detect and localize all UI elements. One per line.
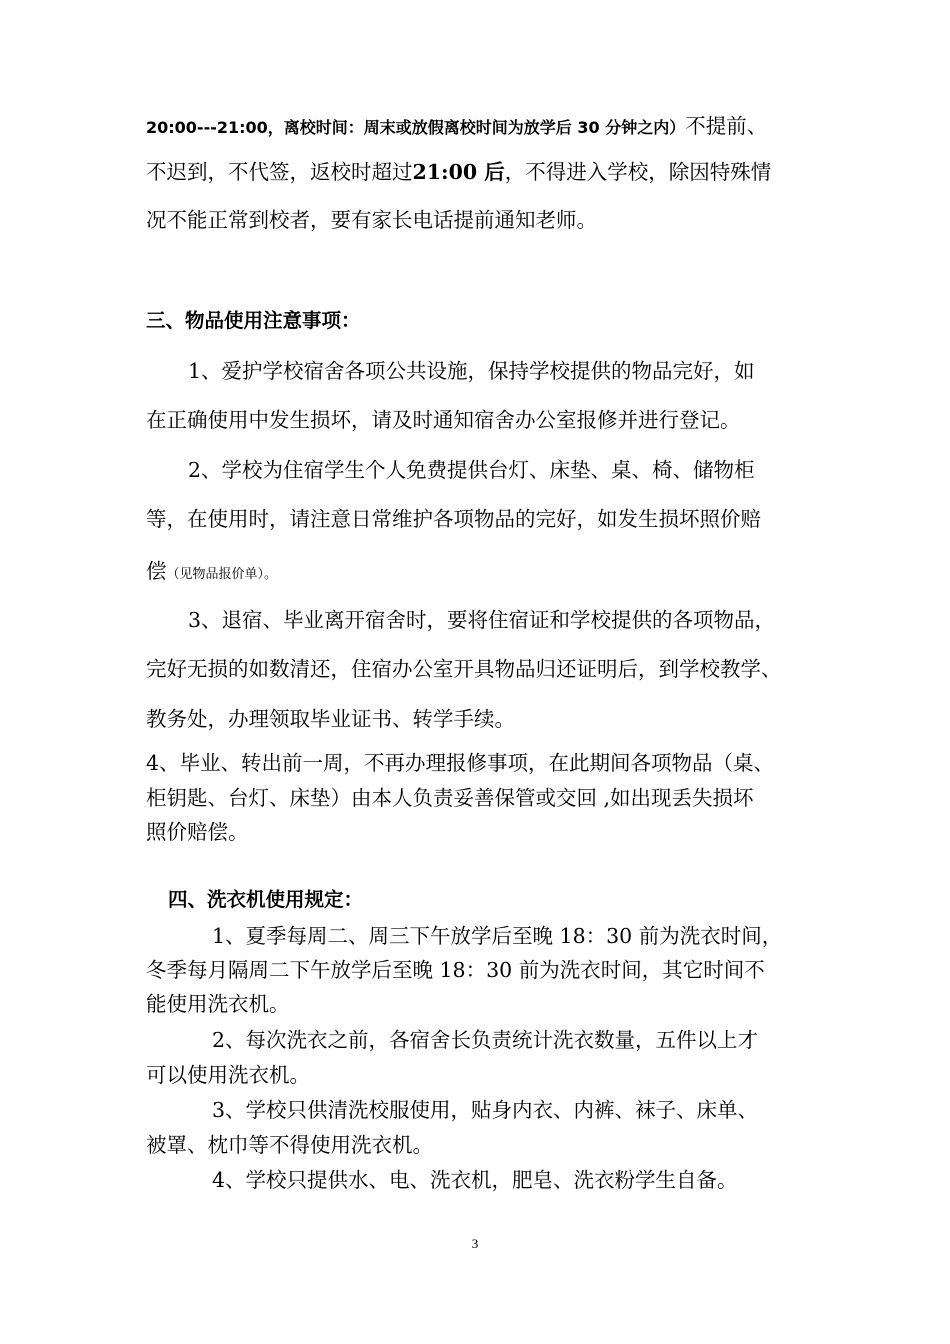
paragraph-line: 柜钥匙、台灯、床垫）由本人负责妥善保管或交回 ,如出现丢失损坏 xyxy=(146,786,754,810)
paragraph-line: 3、退宿、毕业离开宿舍时，要将住宿证和学校提供的各项物品， xyxy=(188,608,776,632)
paragraph-line: 2、每次洗衣之前，各宿舍长负责统计洗衣数量，五件以上才 xyxy=(212,1028,759,1052)
paragraph-line: 教务处，办理领取毕业证书、转学手续。 xyxy=(146,707,515,731)
paragraph-line: 2、学校为住宿学生个人免费提供台灯、床垫、桌、椅、储物柜 xyxy=(188,458,755,482)
paragraph-line xyxy=(146,112,767,142)
paragraph-line: 况不能正常到校者，要有家长电话提前通知老师。 xyxy=(146,208,597,232)
bold-time-text: 21:00 后 xyxy=(412,160,505,184)
paragraph-line: 可以使用洗衣机。 xyxy=(146,1063,310,1087)
paragraph-line xyxy=(146,158,771,186)
paragraph-line: 1、夏季每周二、周三下午放学后至晚 18：30 前为洗衣时间， xyxy=(212,924,783,948)
paragraph-line: 被罩、枕巾等不得使用洗衣机。 xyxy=(146,1133,433,1157)
paragraph-line: 照价赔偿。 xyxy=(146,820,249,844)
text-run: 不迟到，不代签，返校时超过 xyxy=(146,160,413,184)
text-run: 不提前、 xyxy=(685,114,768,138)
paragraph-line xyxy=(146,557,277,589)
paragraph-line: 冬季每月隔周二下午放学后至晚 18：30 前为洗衣时间，其它时间不 xyxy=(146,958,765,982)
paragraph-line: 能使用洗衣机。 xyxy=(146,992,290,1016)
paragraph-line: 在正确使用中发生损坏，请及时通知宿舍办公室报修并进行登记。 xyxy=(146,408,741,432)
bold-time-text: 20:00---21:00，离校时间：周末或放假离校时间为放学后 30 分钟之内） xyxy=(146,118,686,137)
text-run: ，不得进入学校，除因特殊情 xyxy=(504,160,772,184)
section-heading: 四、洗衣机使用规定： xyxy=(168,888,364,911)
paragraph-line: 4、学校只提供水、电、洗衣机，肥皂、洗衣粉学生自备。 xyxy=(212,1168,738,1192)
page-number: 3 xyxy=(471,1236,479,1251)
paragraph-line: 4、毕业、转出前一周，不再办理报修事项，在此期间各项物品（桌、 xyxy=(146,751,775,775)
paragraph-line: 3、学校只供清洗校服使用，贴身内衣、内裤、袜子、床单、 xyxy=(212,1098,759,1122)
section-heading: 三、物品使用注意事项： xyxy=(146,309,361,332)
text-run: 偿 xyxy=(146,559,167,583)
small-note: （见物品报价单）。 xyxy=(166,567,278,582)
paragraph-line: 1、爱护学校宿舍各项公共设施，保持学校提供的物品完好，如 xyxy=(188,359,755,383)
paragraph-line: 等，在使用时，请注意日常维护各项物品的完好，如发生损坏照价赔 xyxy=(146,507,761,531)
paragraph-line: 完好无损的如数清还，住宿办公室开具物品归还证明后，到学校教学、 xyxy=(146,657,782,681)
